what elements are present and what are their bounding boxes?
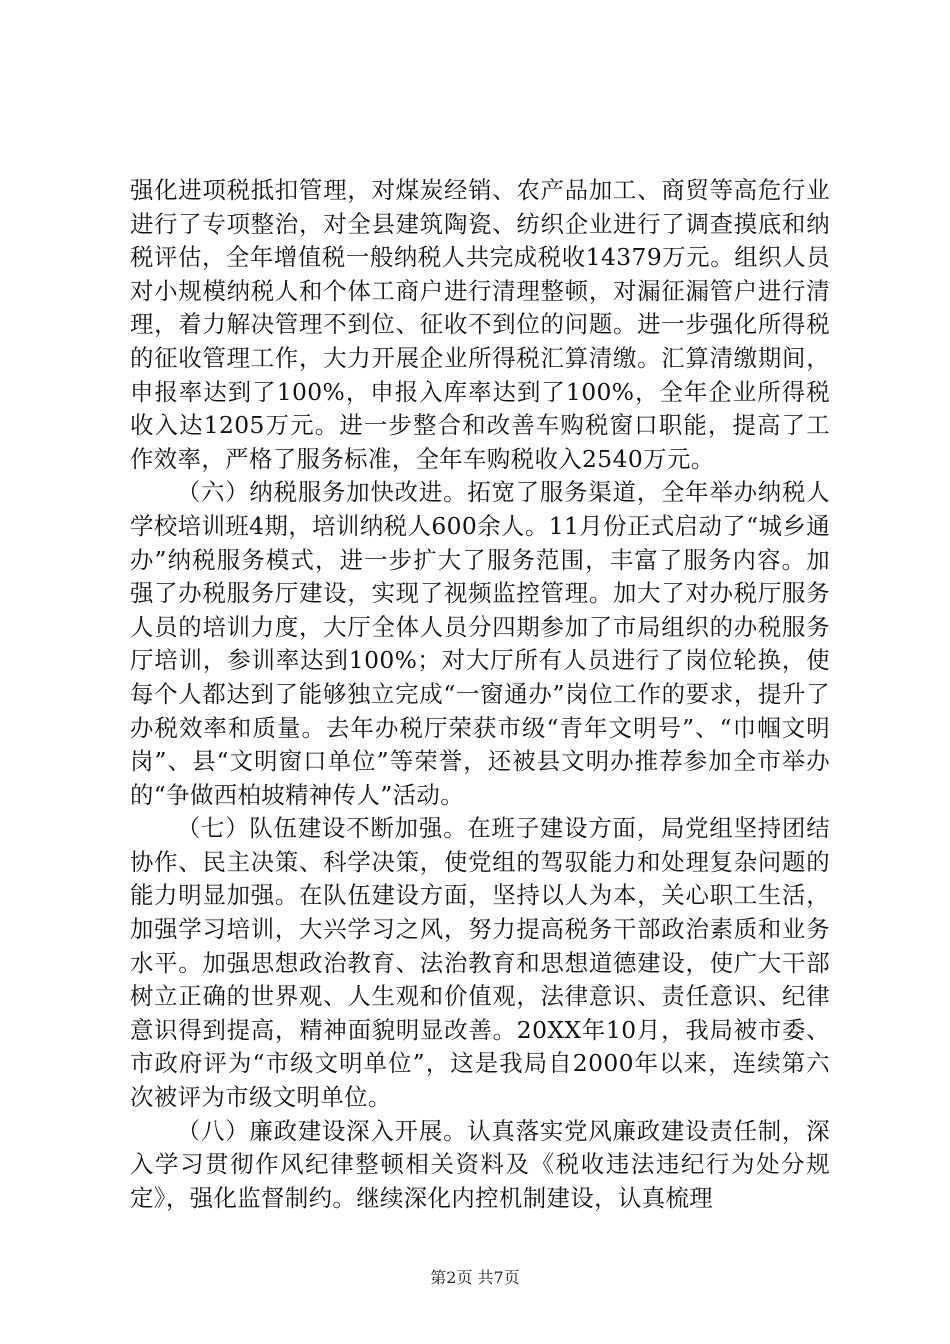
paragraph-continuation: 强化进项税抵扣管理，对煤炭经销、农产品加工、商贸等高危行业进行了专项整治，对全县建筑陶瓷、纺织企业进行了调查摸底和纳税评估，全年增值税一般纳税人共完成税收14379万元。组织人员对小规模纳税人和个体工商户进行清理整顿，对漏征漏管户进行清理，着力解决管理不到位、征收不到位的问题。进一步强化所得税的征收管理工作，大力开展企业所得税汇算清缴。汇算清缴期间，申报率达到了100%，申报入库率达到了100%，全年企业所得税收入达1205万元。进一步整合和改善车购税窗口职能，提高了工作效率，严格了服务标准，全年车购税收入2540万元。 [130, 176, 830, 473]
page-number-footer: 第2页 共7页 [430, 1268, 520, 1287]
paragraph-section-7: （七）队伍建设不断加强。在班子建设方面，局党组坚持团结协作、民主决策、科学决策，使党组的驾驭能力和处理复杂问题的能力明显加强。在队伍建设方面，坚持以人为本，关心职工生活，加强学习培训，大兴学习之风，努力提高税务干部政治素质和业务水平。加强思想政治教育、法治教育和思想道德建设，使广大干部树立正确的世界观、人生观和价值观，法律意识、责任意识、纪律意识得到提高，精神面貌明显改善。20XX年10月，我局被市委、市政府评为“市级文明单位”，这是我局自2000年以来，连续第六次被评为市级文明单位。 [130, 814, 830, 1112]
paragraph-section-6: （六）纳税服务加快改进。拓宽了服务渠道，全年举办纳税人学校培训班4期，培训纳税人600余人。11月份正式启动了“城乡通办”纳税服务模式，进一步扩大了服务范围，丰富了服务内容。加强了办税服务厅建设，实现了视频监控管理。加大了对办税厅服务人员的培训力度，大厅全体人员分四期参加了市局组织的办税服务厅培训，参训率达到100%；对大厅所有人员进行了岗位轮换，使每个人都达到了能够独立完成“一窗通办”岗位工作的要求，提升了办税效率和质量。去年办税厅荣获市级“青年文明号”、“巾帼文明岗”、县“文明窗口单位”等荣誉，还被县文明办推荐参加全市举办的“争做西柏坡精神传人”活动。 [130, 478, 830, 809]
paragraph-section-8: （八）廉政建设深入开展。认真落实党风廉政建设责任制，深入学习贯彻作风纪律整顿相关资料及《税收违法违纪行为处分规定》，强化监督制约。继续深化内控机制建设，认真梳理 [130, 1116, 830, 1212]
document-body [130, 174, 830, 1215]
